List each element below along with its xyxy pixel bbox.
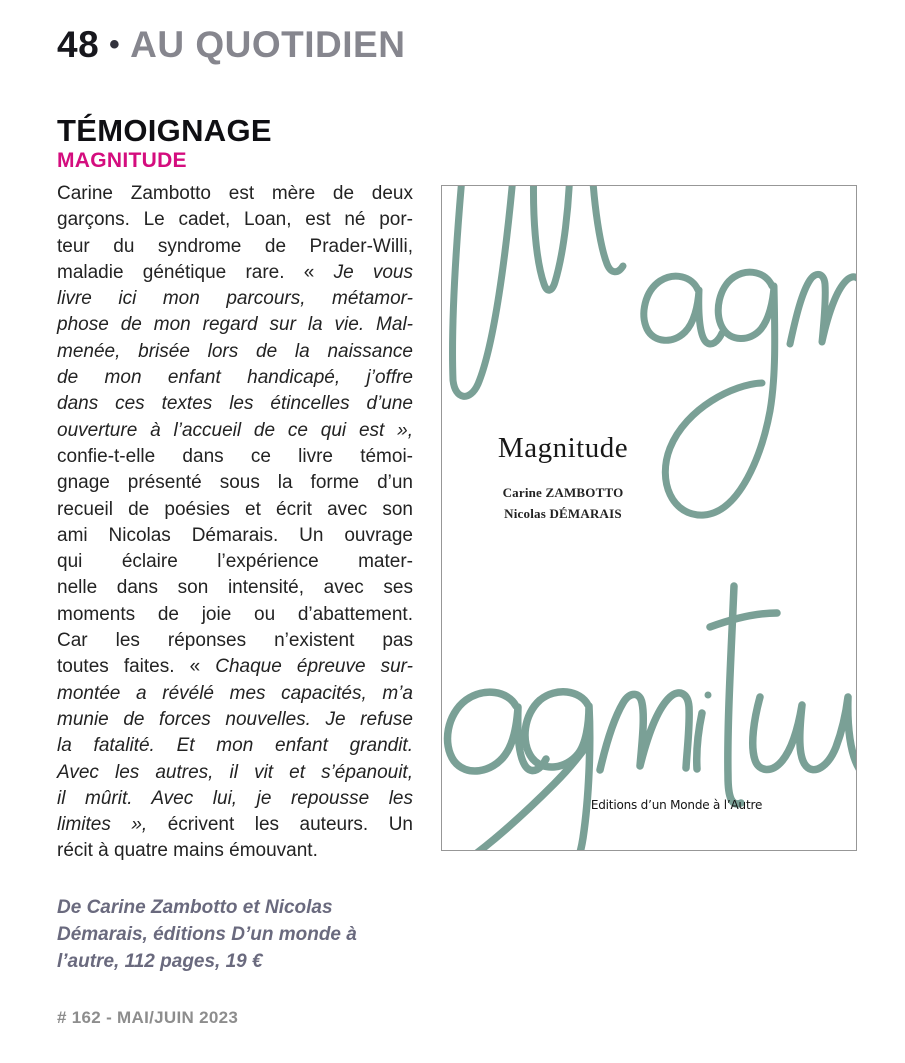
body-line: de mon enfant handicapé, j’offre [57, 367, 413, 389]
body-line: montée a révélé mes capacités, m’a [57, 682, 413, 704]
body-line: Avec les autres, il vit et s’épanouit, [57, 761, 413, 783]
cover-authors [442, 482, 684, 524]
body-line: limites », écrivent les auteurs. Un [57, 814, 413, 836]
page-header [57, 24, 405, 66]
body-line: Carine Zambotto est mère de deux [57, 183, 413, 204]
body-line: confie-t-elle dans ce livre témoi- [57, 445, 413, 467]
script-lettering-top [453, 186, 856, 515]
author-line: Carine ZAMBOTTO [502, 485, 624, 500]
body-line: récit à quatre mains émouvant. [57, 840, 318, 862]
article-kicker: TÉMOIGNAGE [57, 113, 272, 148]
body-line: moments de joie ou d’abattement. [57, 603, 413, 625]
body-line: il mûrit. Avec lui, je repousse les [57, 787, 413, 809]
body-line: maladie génétique rare. « Je vous [57, 261, 413, 283]
body-line: menée, brisée lors de la naissance [57, 340, 413, 362]
book-cover [441, 185, 857, 851]
body-line: gnage présenté sous la forme d’un [57, 472, 413, 494]
article-body [57, 181, 413, 865]
body-line: munie de forces nouvelles. Je refuse [57, 708, 413, 730]
issue-footer: # 162 - MAI/JUIN 2023 [57, 1008, 239, 1027]
body-line: toutes faites. « Chaque épreuve sur- [57, 656, 413, 678]
book-credit [57, 894, 427, 975]
body-line: nelle dans son intensité, avec ses [57, 577, 413, 599]
cover-title: Magnitude [497, 432, 629, 464]
body-line: dans ces textes les étincelles d’une [57, 393, 413, 415]
header-separator: • [109, 28, 121, 61]
body-line: teur du syndrome de Prader-Willi, [57, 235, 413, 257]
body-line: phose de mon regard sur la vie. Mal- [57, 314, 413, 336]
credit-line: l’autre, 112 pages, 19 € [57, 951, 263, 972]
body-line: qui éclaire l’expérience mater- [57, 551, 413, 573]
body-line: ouverture à l’accueil de ce qui est », [57, 419, 413, 441]
section-label: AU QUOTIDIEN [130, 24, 406, 65]
article-title: MAGNITUDE [57, 149, 187, 172]
body-line: ami Nicolas Démarais. Un ouvrage [57, 524, 413, 546]
body-line: recueil de poésies et écrit avec son [57, 498, 413, 520]
page-number: 48 [57, 24, 100, 65]
credit-line: De Carine Zambotto et Nicolas [57, 897, 333, 918]
credit-line: Démarais, éditions D’un monde à [57, 924, 357, 945]
author-line: Nicolas DÉMARAIS [504, 506, 622, 521]
body-line: la fatalité. Et mon enfant grandit. [57, 735, 413, 757]
cover-publisher: Editions d’un Monde à l’Autre [590, 798, 763, 812]
body-line: garçons. Le cadet, Loan, est né por- [57, 209, 413, 231]
body-line: livre ici mon parcours, métamor- [57, 288, 413, 310]
body-line: Car les réponses n’existent pas [57, 630, 413, 652]
